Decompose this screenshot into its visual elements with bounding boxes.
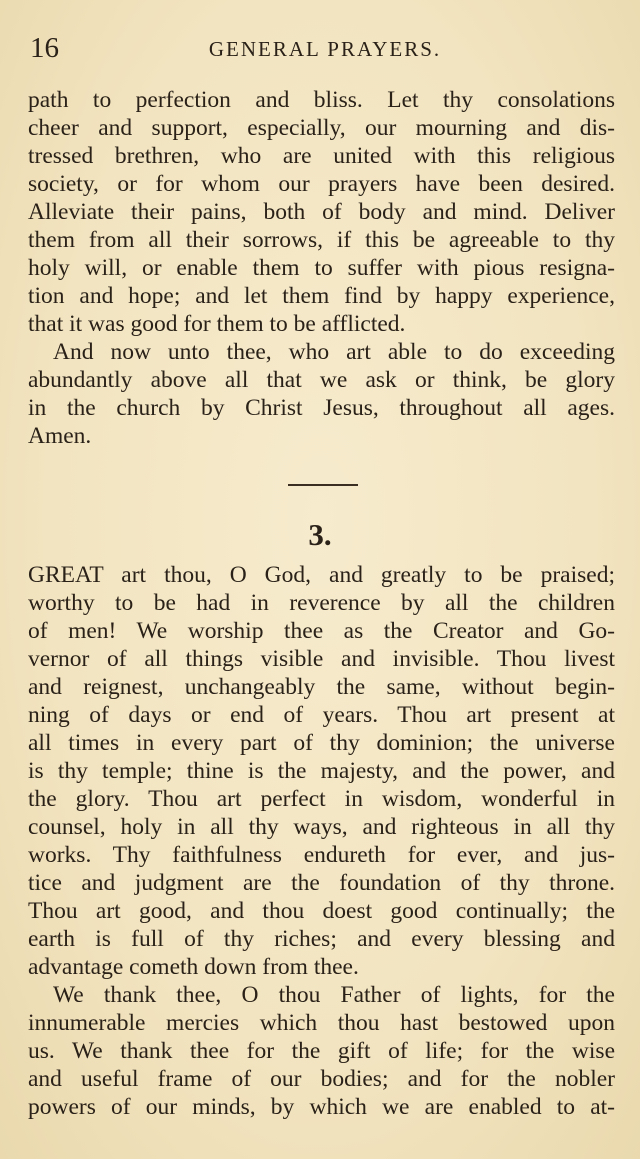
text-line: powers of our minds, by which we are enabled to at- — [28, 1094, 615, 1120]
text-line: tion and hope; and let them find by happy experience, — [28, 283, 615, 309]
text-line: of men! We worship thee as the Creator and Go- — [28, 618, 615, 644]
text-line: worthy to be had in reverence by all the children — [28, 590, 615, 616]
text-line: GREAT art thou, O God, and greatly to be praised; — [28, 562, 615, 588]
text-line: Amen. — [28, 423, 92, 449]
paragraph-praise — [28, 561, 615, 981]
running-title: GENERAL PRAYERS. — [208, 37, 442, 61]
text-line: the glory. Thou art perfect in wisdom, wonderful in — [28, 786, 615, 812]
text-line: path to perfection and bliss. Let thy consolations — [28, 87, 615, 113]
text-line: tice and judgment are the foundation of thy throne. — [28, 870, 615, 896]
paragraph-continuation — [28, 86, 615, 338]
text-line: earth is full of thy riches; and every blessing and — [28, 926, 615, 952]
text-line: us. We thank thee for the gift of life; for the wise — [28, 1038, 615, 1064]
text-line: Thou art good, and thou doest good continually; the — [28, 898, 615, 924]
text-line: and reignest, unchangeably the same, without begin- — [28, 674, 615, 700]
text-line: society, or for whom our prayers have been desired. — [28, 171, 615, 197]
section-divider — [288, 484, 358, 486]
text-line: works. Thy faithfulness endureth for ever, and jus- — [28, 842, 615, 868]
section-number: 3. — [308, 517, 332, 552]
paragraph-thanksgiving — [28, 981, 615, 1121]
text-line: that it was good for them to be afflicted. — [28, 311, 406, 337]
text-line: all times in every part of thy dominion; the universe — [28, 730, 615, 756]
text-line: holy will, or enable them to suffer with pious resigna- — [28, 255, 615, 281]
text-line: in the church by Christ Jesus, throughout all ages. — [28, 395, 615, 421]
text-line: And now unto thee, who art able to do exceeding — [53, 339, 615, 365]
text-line: ning of days or end of years. Thou art present at — [28, 702, 615, 728]
text-line: cheer and support, especially, our mourning and dis- — [28, 115, 615, 141]
page-number: 16 — [30, 32, 59, 64]
text-line: tressed brethren, who are united with this religious — [28, 143, 615, 169]
text-line: them from all their sorrows, if this be agreeable to thy — [28, 227, 615, 253]
text-line: abundantly above all that we ask or think, be glory — [28, 367, 615, 393]
text-line: advantage cometh down from thee. — [28, 954, 359, 980]
text-line: Alleviate their pains, both of body and mind. Deliver — [28, 199, 615, 225]
paragraph-doxology — [28, 338, 615, 450]
text-line: counsel, holy in all thy ways, and righteous in all thy — [28, 814, 615, 840]
text-line: and useful frame of our bodies; and for the nobler — [28, 1066, 615, 1092]
text-line: We thank thee, O thou Father of lights, for the — [53, 982, 615, 1008]
text-line: is thy temple; thine is the majesty, and the power, and — [28, 758, 615, 784]
text-line: vernor of all things visible and invisible. Thou livest — [28, 646, 615, 672]
text-line: innumerable mercies which thou hast bestowed upon — [28, 1010, 615, 1036]
